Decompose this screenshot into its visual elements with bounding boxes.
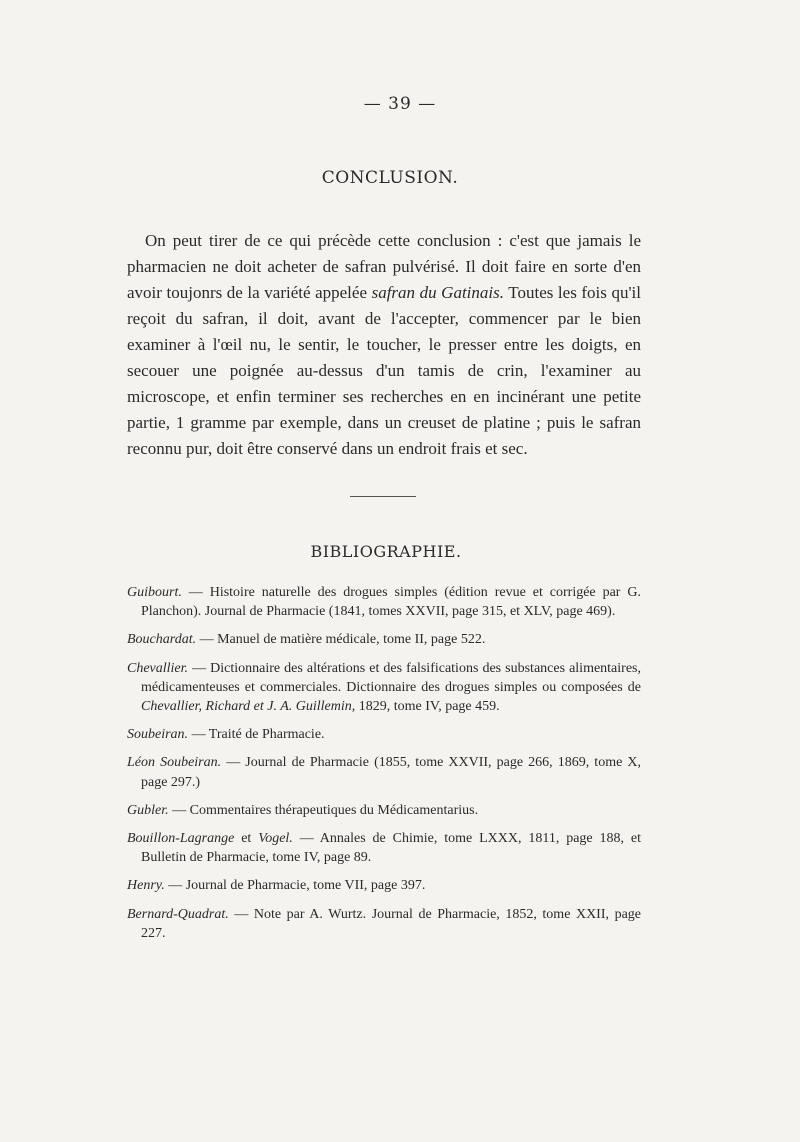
entry-names: Vogel. [258,831,293,847]
section-divider [350,496,416,497]
bibliography-entry [127,630,641,649]
bibliography-entry [127,905,641,943]
entry-text: — Commentaires thérapeutiques du Médicamentarius. [168,802,479,818]
bibliography-entry [127,659,641,717]
bibliography-heading: BIBLIOGRAPHIE. [310,542,462,561]
bibliography-entry [127,753,641,791]
conclusion-text-2: Toutes les fois qu'il reçoit du safran, il doit, avant de l'accepter, commencer par le bien examiner à l'œil nu, le sentir, le toucher, le presser entre les doigts, en secouer une poignée au-dessus d'un tamis de crin, l'examiner au microscope, et enfin terminer ses recherches en en incinérant une petite partie, 1 gramme par exemple, dans un creuset de platine ; puis le safran reconnu pur, doit être conservé dans un endroit frais et sec. [127,283,641,458]
entry-author: Bouillon-Lagrange [127,831,235,847]
bibliography-entry [127,725,641,744]
entry-author: Léon Soubeiran. [127,755,222,771]
conclusion-emphasis: safran du Gatinais. [371,283,504,302]
bibliography-entry [127,801,641,820]
entry-text: — Journal de Pharmacie, tome VII, page 397. [164,878,426,894]
bibliography-list [127,583,641,952]
entry-author: Guibourt. [127,585,182,600]
entry-names: Chevallier, Richard et J. A. Guillemin, [141,699,356,715]
entry-author: Chevallier. [127,660,189,676]
entry-text: — Traité de Pharmacie. [188,727,325,743]
entry-text: et [234,831,259,847]
bibliography-entry [127,876,641,895]
entry-author: Soubeiran. [127,727,189,743]
entry-text: — Journal de Pharmacie (1855, tome XXVII, page 266, 1869, tome X, page 297.) [141,755,641,790]
conclusion-heading: CONCLUSION. [321,168,459,188]
page-number: — 39 — [363,94,437,114]
bibliography-entry [127,829,641,867]
entry-author: Gubler. [127,802,169,818]
entry-author: Bouchardat. [127,632,197,648]
conclusion-text-1: On peut tirer de ce qui précède cette conclusion : c'est que jamais le pharmacien ne doit acheter de safran pulvérisé. Il doit faire en sorte d'en avoir toujonrs de la variété appelée [127,231,641,302]
entry-text: — Note par A. Wurtz. Journal de Pharmacie, 1852, tome XXII, page 227. [141,906,641,941]
entry-text-2: 1829, tome IV, page 459. [355,699,500,715]
entry-text: — Dictionnaire des altérations et des falsifications des substances alimentaires, médicamenteuses et commerciales. Dictionnaire des drogues simples ou composées de [141,660,641,695]
conclusion-body [127,228,641,462]
conclusion-paragraph [127,228,641,462]
entry-text: — Histoire naturelle des drogues simples (édition revue et corrigée par G. Planchon). Journal de Pharmacie (1841, tomes XXVII, page 315, et XLV, page 469). [141,585,641,620]
bibliography-entry [127,583,641,621]
entry-author: Bernard-Quadrat. [127,906,229,922]
entry-text: — Manuel de matière médicale, tome II, page 522. [196,632,486,648]
entry-text-2: — Annales de Chimie, tome LXXX, 1811, page 188, et Bulletin de Pharmacie, tome IV, page 89. [141,831,641,866]
entry-author: Henry. [127,878,165,894]
